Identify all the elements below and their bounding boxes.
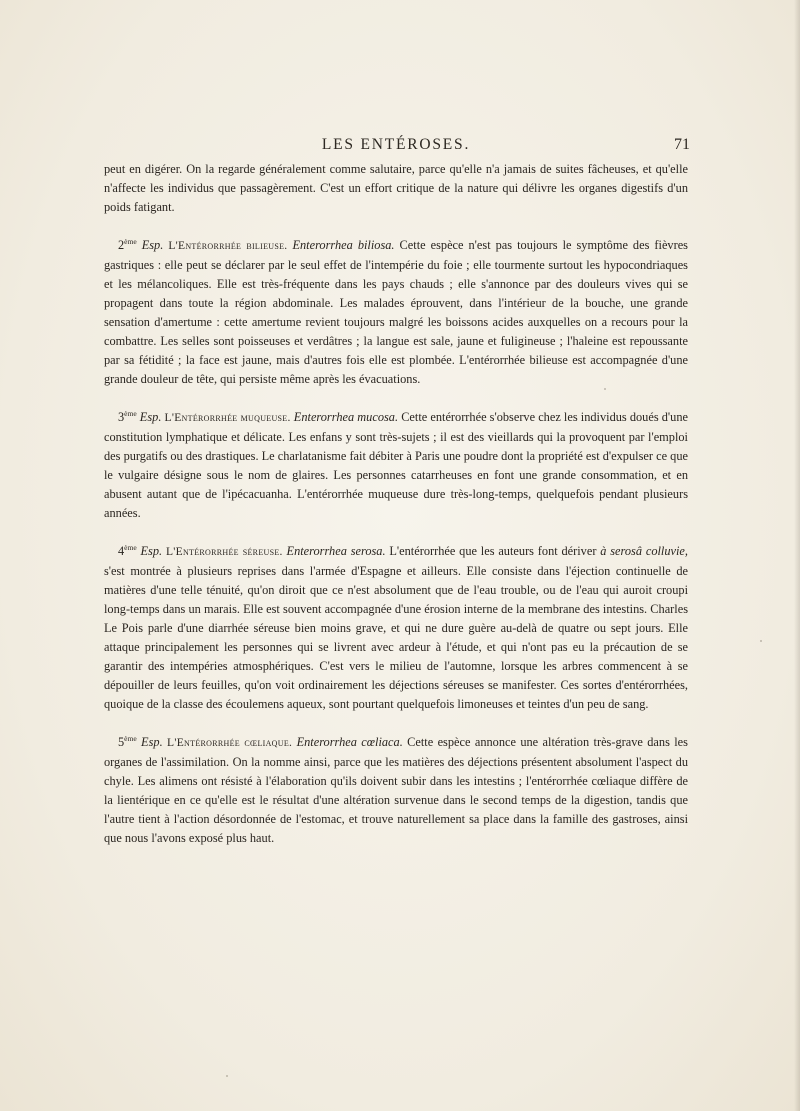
paragraph-species-2 [104,236,688,389]
paper-speck [226,1075,228,1077]
paragraph-text: Cette entérorrhée s'observe chez les individus doués d'une constitution lymphatique et délicate. Les enfans y sont très-sujets ; il est des vieillards qui la provoquent par l'emploi des purgatifs ou des drastiques. Le charlatanisme fait débiter à Paris une poudre dont la propriété est d'expulser ce que le vulgaire désigne sous le nom de glaires. Les personnes catarrheuses en font une grande consommation, et en abusent autant que de l'ipécacuanha. L'entérorrhée muqueuse dure très-long-temps, quelquefois pendant plusieurs années. [104,410,688,520]
paragraph-text: Cette espèce n'est pas toujours le symptôme des fièvres gastriques : elle peut se déclarer par le seul effet de l'intempérie du foie ; elle tourmente surtout les hypocondriaques et les mélancoliques. Elle est très-fréquente dans les pays chauds ; elle s'annonce par des douleurs vives qui se propagent dans toute la région abdominale. Les malades éprouvent, dans l'intérieur de la bouche, une grande sensation d'amertume : cette amertume revient toujours malgré les boissons acides auxquelles on a recours pour la combattre. Les selles sont poisseuses et verdâtres ; la langue est sale, jaune et fuligineuse ; l'haleine est repoussante par sa fétidité ; la face est jaune, mais d'autres fois elle est plombée. L'entérorrhée bilieuse est accompagnée d'une grande douleur de tête, qui persiste même après les évacuations. [104,238,688,386]
body-text [104,160,688,867]
running-title: LES ENTÉROSES. [321,136,471,153]
latin-quote: à serosâ colluvie, [600,544,689,558]
species-latin-name: Enterorrhea serosa. [286,544,386,558]
species-name: L'Entérorrhée bilieuse. [168,240,288,252]
species-abbrev: Esp. [141,238,164,252]
species-abbrev: Esp. [141,735,163,749]
species-abbrev: Esp. [139,410,162,424]
species-name: L'Entérorrhée cœliaque. [167,737,293,749]
paragraph-species-4 [104,542,688,714]
paragraph-text: s'est montrée à plusieurs reprises dans l'armée d'Espagne et ailleurs. Elle consiste dans l'éjection continuelle de matières d'une telle ténuité, qu'on diroit que ce n'est absolument que de l'eau trouble, ou de l'eau qui auroit croupi long-temps dans un marais. Elle est souvent accompagnée d'une érosion interne de la membrane des intestins. Charles Le Pois parle d'une diarrhée séreuse bien moins grave, et qui ne dure guère au-delà de quatre ou sept jours. Elle attaque principalement les personnes qui se livrent avec ardeur à l'étude, et qui n'ont pas eu la précaution de se garantir des intempéries atmosphériques. C'est vers le milieu de l'automne, lorsque les arbres commencent à se dépouiller de leurs feuilles, qu'on voit ordinairement les déjections séreuses se manifester. Ces sortes d'entérorrhées, quoique de la classe des écoulemens aqueux, sont pourtant quelquefois limoneuses et teintes d'un peu de sang. [104,564,688,711]
species-ordinal: ème [124,237,137,246]
species-name: L'Entérorrhée muqueuse. [164,412,291,424]
species-latin-name: Enterorrhea biliosa. [292,238,395,252]
species-latin-name: Enterorrhea mucosa. [293,410,399,424]
species-number: 5 [118,735,125,749]
page-number: 71 [674,136,690,153]
paragraph-text: peut en digérer. On la regarde généralement comme salutaire, parce qu'elle n'a jamais de suites fâcheuses, et qu'elle n'affecte les individus que passagèrement. C'est un effort critique de la nature qui délivre les organes digestifs d'un poids fatigant. [104,162,688,214]
species-number: 3 [118,410,125,424]
species-ordinal: ème [124,734,137,743]
species-latin-name: Enterorrhea cœliaca. [296,735,403,749]
running-head [104,136,688,156]
paper-speck [760,640,762,642]
species-number: 4 [118,544,125,558]
paper-speck [604,388,606,390]
species-ordinal: ème [124,409,137,418]
species-abbrev: Esp. [140,544,163,558]
paragraph-species-5 [104,733,688,848]
paragraph-text-lead: L'entérorrhée que les auteurs font dériver [389,544,601,558]
paragraph-continuation [104,160,688,217]
species-ordinal: ème [124,543,137,552]
paragraph-text: Cette espèce annonce une altération très-grave dans les organes de l'assimilation. On la nomme ainsi, parce que les matières des déjections présentent absolument l'aspect du chyle. Les alimens ont résisté à l'élaboration qu'ils doivent subir dans les intestins ; l'entérorrhée cœliaque diffère de la lientérique en ce qu'elle est le résultat d'une altération survenue dans le second temps de la digestion, tandis que l'autre tient à l'action désordonnée de l'estomac, et trouve naturellement sa place dans la famille des gastroses, ainsi que nous l'avons exposé plus haut. [104,735,688,845]
species-name: L'Entérorrhée séreuse. [165,546,283,558]
species-number: 2 [118,238,125,252]
paragraph-species-3 [104,408,688,523]
